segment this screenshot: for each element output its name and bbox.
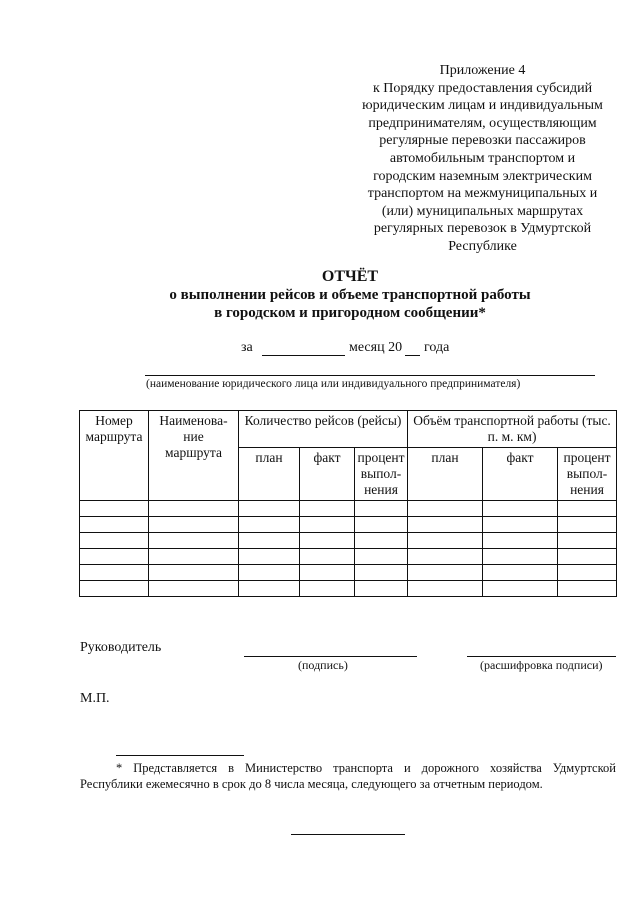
percent-3: нения xyxy=(570,482,604,497)
table-cell[interactable] xyxy=(558,565,617,581)
period-line xyxy=(0,340,640,360)
year-blank[interactable] xyxy=(405,355,420,356)
table-cell[interactable] xyxy=(355,533,408,549)
table-cell[interactable] xyxy=(300,501,355,517)
table-cell[interactable] xyxy=(149,581,239,597)
header-route-name-1: Наименова- xyxy=(159,413,228,428)
appendix-line: к Порядку предоставления субсидий xyxy=(372,80,593,96)
period-suffix: года xyxy=(424,340,450,355)
table-cell[interactable] xyxy=(239,501,300,517)
table-cell[interactable] xyxy=(80,565,149,581)
table-cell[interactable] xyxy=(558,581,617,597)
percent-1: процент xyxy=(357,450,405,465)
appendix-line: автомобильным транспортом и xyxy=(389,150,576,166)
report-title xyxy=(80,268,620,322)
appendix-line: регулярных перевозок в Удмуртской xyxy=(373,221,592,237)
period-prefix: за xyxy=(241,340,253,355)
table-row xyxy=(80,565,617,581)
table-body xyxy=(80,501,617,597)
percent-2: выпол- xyxy=(566,466,608,481)
percent-1: процент xyxy=(563,450,611,465)
table-row xyxy=(80,581,617,597)
appendix-line: транспортом на межмуниципальных и xyxy=(367,186,598,202)
month-blank[interactable] xyxy=(262,355,345,356)
table-cell[interactable] xyxy=(355,517,408,533)
table-cell[interactable] xyxy=(408,565,483,581)
table-cell[interactable] xyxy=(408,517,483,533)
table-cell[interactable] xyxy=(558,533,617,549)
table-cell[interactable] xyxy=(483,533,558,549)
appendix-header xyxy=(345,62,620,256)
period-middle: месяц 20 xyxy=(349,340,403,355)
table-row xyxy=(80,517,617,533)
title-sub-2: в городском и пригородном сообщении* xyxy=(214,305,486,321)
header-trips-group: Количество рейсов (рейсы) xyxy=(239,411,408,448)
table-cell[interactable] xyxy=(408,501,483,517)
table-cell[interactable] xyxy=(300,517,355,533)
appendix-line: Республике xyxy=(448,238,517,254)
header-trips-fact: факт xyxy=(300,448,355,501)
table-cell[interactable] xyxy=(239,533,300,549)
header-route-name xyxy=(149,411,239,501)
signature-decode-blank[interactable] xyxy=(467,656,616,657)
report-table xyxy=(79,410,617,597)
table-cell[interactable] xyxy=(149,533,239,549)
table-cell[interactable] xyxy=(80,581,149,597)
signer-role: Руководитель xyxy=(80,640,162,655)
table-cell[interactable] xyxy=(239,517,300,533)
header-route-number: Номер маршрута xyxy=(80,411,149,501)
table-cell[interactable] xyxy=(483,565,558,581)
table-cell[interactable] xyxy=(300,565,355,581)
appendix-line: регулярные перевозки пассажиров xyxy=(379,133,586,149)
entity-name-blank[interactable] xyxy=(145,375,595,376)
table-cell[interactable] xyxy=(239,565,300,581)
appendix-line: предпринимателям, осуществляющим xyxy=(368,115,597,131)
percent-2: выпол- xyxy=(360,466,402,481)
table-cell[interactable] xyxy=(149,501,239,517)
table-row xyxy=(80,533,617,549)
header-volume-fact: факт xyxy=(483,448,558,501)
table-cell[interactable] xyxy=(408,581,483,597)
title-sub-1: о выполнении рейсов и объеме транспортной работы xyxy=(169,287,531,303)
table-cell[interactable] xyxy=(239,581,300,597)
header-volume-plan: план xyxy=(408,448,483,501)
footnote-separator xyxy=(116,755,244,756)
table-cell[interactable] xyxy=(80,517,149,533)
appendix-line: Приложение 4 xyxy=(439,63,526,78)
table-cell[interactable] xyxy=(149,565,239,581)
header-route-name-3: маршрута xyxy=(165,445,222,460)
table-cell[interactable] xyxy=(408,533,483,549)
header-route-name-2: ние xyxy=(183,429,204,444)
entity-caption: (наименование юридического лица или индивидуального предпринимателя) xyxy=(146,378,521,390)
table-cell[interactable] xyxy=(483,549,558,565)
appendix-line: юридическим лицам и индивидуальным xyxy=(362,98,603,114)
header-volume-group: Объём транспортной работы (тыс. п. м. км) xyxy=(408,411,617,448)
bottom-rule xyxy=(291,834,405,835)
appendix-line: (или) муниципальных маршрутах xyxy=(381,203,584,219)
appendix-line: городским наземным электрическим xyxy=(373,168,592,184)
table-cell[interactable] xyxy=(408,549,483,565)
percent-3: нения xyxy=(364,482,398,497)
table-row xyxy=(80,501,617,517)
table-cell[interactable] xyxy=(483,501,558,517)
table-cell[interactable] xyxy=(300,549,355,565)
table-cell[interactable] xyxy=(558,517,617,533)
signature-caption: (подпись) xyxy=(298,658,348,672)
table-cell[interactable] xyxy=(149,517,239,533)
table-cell[interactable] xyxy=(355,501,408,517)
table-cell[interactable] xyxy=(80,501,149,517)
header-trips-plan: план xyxy=(239,448,300,501)
signature-decode-caption: (расшифровка подписи) xyxy=(480,658,603,672)
table-cell[interactable] xyxy=(149,549,239,565)
table-cell[interactable] xyxy=(355,549,408,565)
header-trips-percent xyxy=(355,448,408,501)
table-cell[interactable] xyxy=(558,501,617,517)
table-row xyxy=(80,549,617,565)
header-volume-percent xyxy=(558,448,617,501)
table-cell[interactable] xyxy=(483,517,558,533)
table-cell[interactable] xyxy=(239,549,300,565)
table-cell[interactable] xyxy=(355,581,408,597)
table-cell[interactable] xyxy=(300,581,355,597)
table-cell[interactable] xyxy=(483,581,558,597)
footnote-text: * Представляется в Министерство транспорта и дорожного хозяйства Удмуртской Республики ежемесячно в срок до 8 числа месяца, следующего за отчетным периодом. xyxy=(80,761,616,791)
table-cell[interactable] xyxy=(80,533,149,549)
table-cell[interactable] xyxy=(355,565,408,581)
signature-blank[interactable] xyxy=(244,656,417,657)
table-cell[interactable] xyxy=(558,549,617,565)
table-header-row xyxy=(80,411,617,448)
table-cell[interactable] xyxy=(80,549,149,565)
title-main: ОТЧЁТ xyxy=(321,268,379,285)
stamp-label: М.П. xyxy=(80,691,110,706)
table-cell[interactable] xyxy=(300,533,355,549)
